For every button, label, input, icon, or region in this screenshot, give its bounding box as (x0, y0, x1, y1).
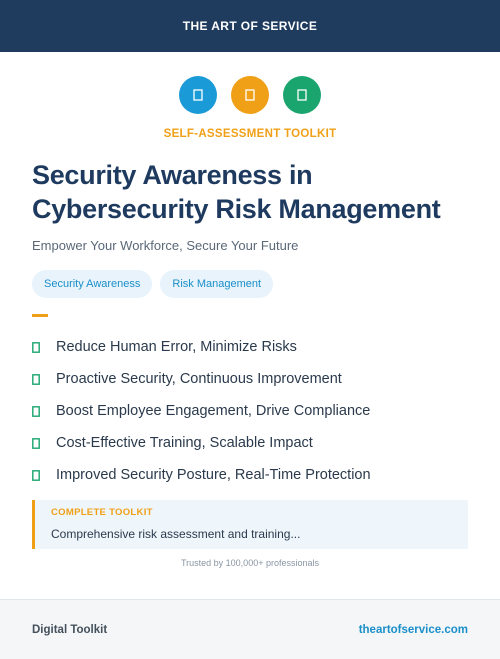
benefit-text: Improved Security Posture, Real-Time Protection (56, 467, 371, 483)
shield-icon (179, 76, 217, 114)
benefit-item (32, 395, 371, 427)
check-icon (32, 374, 56, 385)
benefit-text: Reduce Human Error, Minimize Risks (56, 339, 297, 355)
footer (0, 599, 500, 659)
page-title: Security Awareness in Cybersecurity Risk Management (32, 160, 441, 224)
lock-icon (231, 76, 269, 114)
check-icon (32, 438, 56, 449)
callout-title: COMPLETE TOOLKIT (51, 507, 153, 518)
eyebrow-label: SELF-ASSESSMENT TOOLKIT (163, 128, 337, 140)
tag-risk-management: Risk Management (160, 270, 273, 298)
check-icon (32, 342, 56, 353)
benefit-text: Cost-Effective Training, Scalable Impact (56, 435, 313, 451)
benefit-item (32, 427, 371, 459)
benefit-list (32, 331, 371, 491)
top-banner (0, 0, 500, 52)
tag-security-awareness: Security Awareness (32, 270, 152, 298)
feature-icons (0, 76, 500, 114)
trust-note: Trusted by 100,000+ professionals (180, 558, 319, 568)
benefit-text: Proactive Security, Continuous Improvement (56, 371, 342, 387)
users-icon (283, 76, 321, 114)
check-icon (32, 406, 56, 417)
tag-list (32, 270, 273, 298)
footer-website-link[interactable]: theartofservice.com (358, 623, 468, 636)
footer-label: Digital Toolkit (32, 623, 108, 636)
benefit-item (32, 459, 371, 491)
check-icon (32, 470, 56, 481)
benefit-item (32, 363, 371, 395)
callout-text: Comprehensive risk assessment and training... (51, 527, 301, 541)
page-subtitle: Empower Your Workforce, Secure Your Future (32, 238, 299, 253)
toolkit-callout (32, 500, 468, 549)
accent-divider (32, 314, 48, 317)
benefit-text: Boost Employee Engagement, Drive Compliance (56, 403, 371, 419)
brand-name: THE ART OF SERVICE (182, 19, 318, 33)
benefit-item (32, 331, 371, 363)
